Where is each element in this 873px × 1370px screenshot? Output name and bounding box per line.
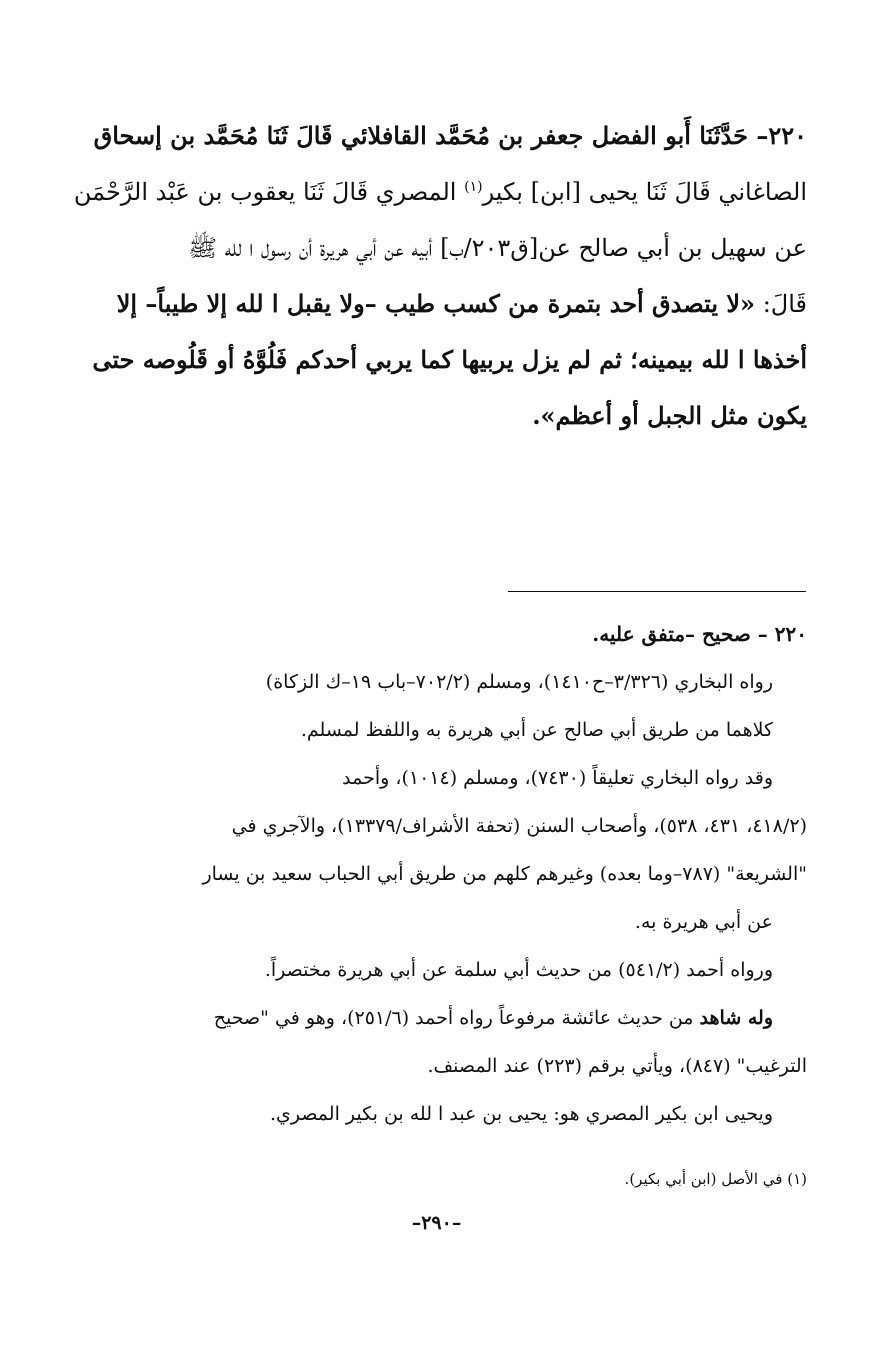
page-number: –٢٩٠–	[411, 1212, 462, 1234]
commentary-line-7: ورواه أحمد (٥٤١/٢) من حديث أبي سلمة عن أبي هريرة مختصراً.	[264, 959, 773, 981]
isnad-text-2a: الصاغاني قَالَ ثَنَا يحيى [ابن] بكير	[482, 178, 807, 206]
commentary-line-4: (٤١٨/٢، ٤٣١، ٥٣٨)، وأصحاب السنن (تحفة الأشراف/١٣٣٧٩)، والآجري في	[231, 815, 807, 837]
hadith-number: ٢٢٠	[768, 121, 807, 150]
commentary-line-8	[40, 994, 807, 1042]
shahid-text: من حديث عائشة مرفوعاً رواه أحمد (٢٥١/٦)، وهو في "صحيح	[213, 1007, 700, 1029]
commentary-line-6: عن أبي هريرة به.	[634, 911, 773, 933]
commentary-line-10: ويحيى ابن بكير المصري هو: يحيى بن عبد ا لله بن بكير المصري.	[269, 1103, 773, 1125]
isnad-text-1: – حَدَّثَنَا أَبو الفضل جعفر بن مُحَمَّد القافلائي قَالَ ثَنَا مُحَمَّد بن إسحاق	[93, 121, 769, 150]
footnote-ref: (١)	[464, 179, 483, 195]
commentary-line-5: "الشريعة" (٧٨٧–وما بعده) وغيرهم كلهم من طريق أبي الحباب سعيد بن يسار	[202, 863, 807, 885]
hadith-line-4	[30, 276, 807, 332]
hadith-line-6: يكون مثل الجبل أو أعظم».	[532, 401, 807, 430]
isnad-text-2b: المصري قَالَ ثَنَا يعقوب بن عَبْد الرَّحْمَن	[73, 178, 465, 206]
hadith-line-2	[30, 164, 807, 220]
commentary-line-3: وقد رواه البخاري تعليقاً (٧٤٣٠)، ومسلم (١٠١٤)، وأحمد	[342, 767, 773, 789]
hadith-line-5: أخذها ا لله بيمينه؛ ثم لم يزل يربيها كما يربي أحدكم فَلُوَّهُ أو قَلُوصه حتى	[92, 345, 807, 374]
commentary-line-9: الترغيب" (٨٤٧)، ويأتي برقم (٢٢٣) عند المصنف.	[427, 1055, 807, 1077]
qala-word: قَالَ:	[755, 290, 807, 318]
footnote: (١) في الأصل (ابن أبي بكير).	[624, 1170, 807, 1188]
matn-text-1: «لا يتصدق أحد بتمرة من كسب طيب –ولا يقبل ا لله إلا طيباً– إلا	[116, 289, 756, 318]
hadith-line-3	[30, 220, 807, 276]
shahid-label: وله شاهد	[699, 1007, 773, 1029]
isnad-text-3: عن سهيل بن أبي صالح عن[ق٢٠٣/ب] أبيه عن أبي هريرة أن رسول ا لله ﷺ	[188, 234, 807, 262]
hadith-text	[30, 108, 807, 444]
commentary-heading: ٢٢٠ – صحيح –متفق عليه.	[592, 622, 807, 646]
commentary-line-1: رواه البخاري (٣/٣٢٦–ح١٤١٠)، ومسلم (٧٠٢/٢–باب ١٩–ك الزكاة)	[265, 671, 773, 693]
commentary-line-2: كلاهما من طريق أبي صالح عن أبي هريرة به واللفظ لمسلم.	[300, 719, 773, 741]
hadith-line-1	[30, 108, 807, 164]
footnote-separator	[508, 591, 806, 592]
commentary	[40, 610, 807, 1138]
